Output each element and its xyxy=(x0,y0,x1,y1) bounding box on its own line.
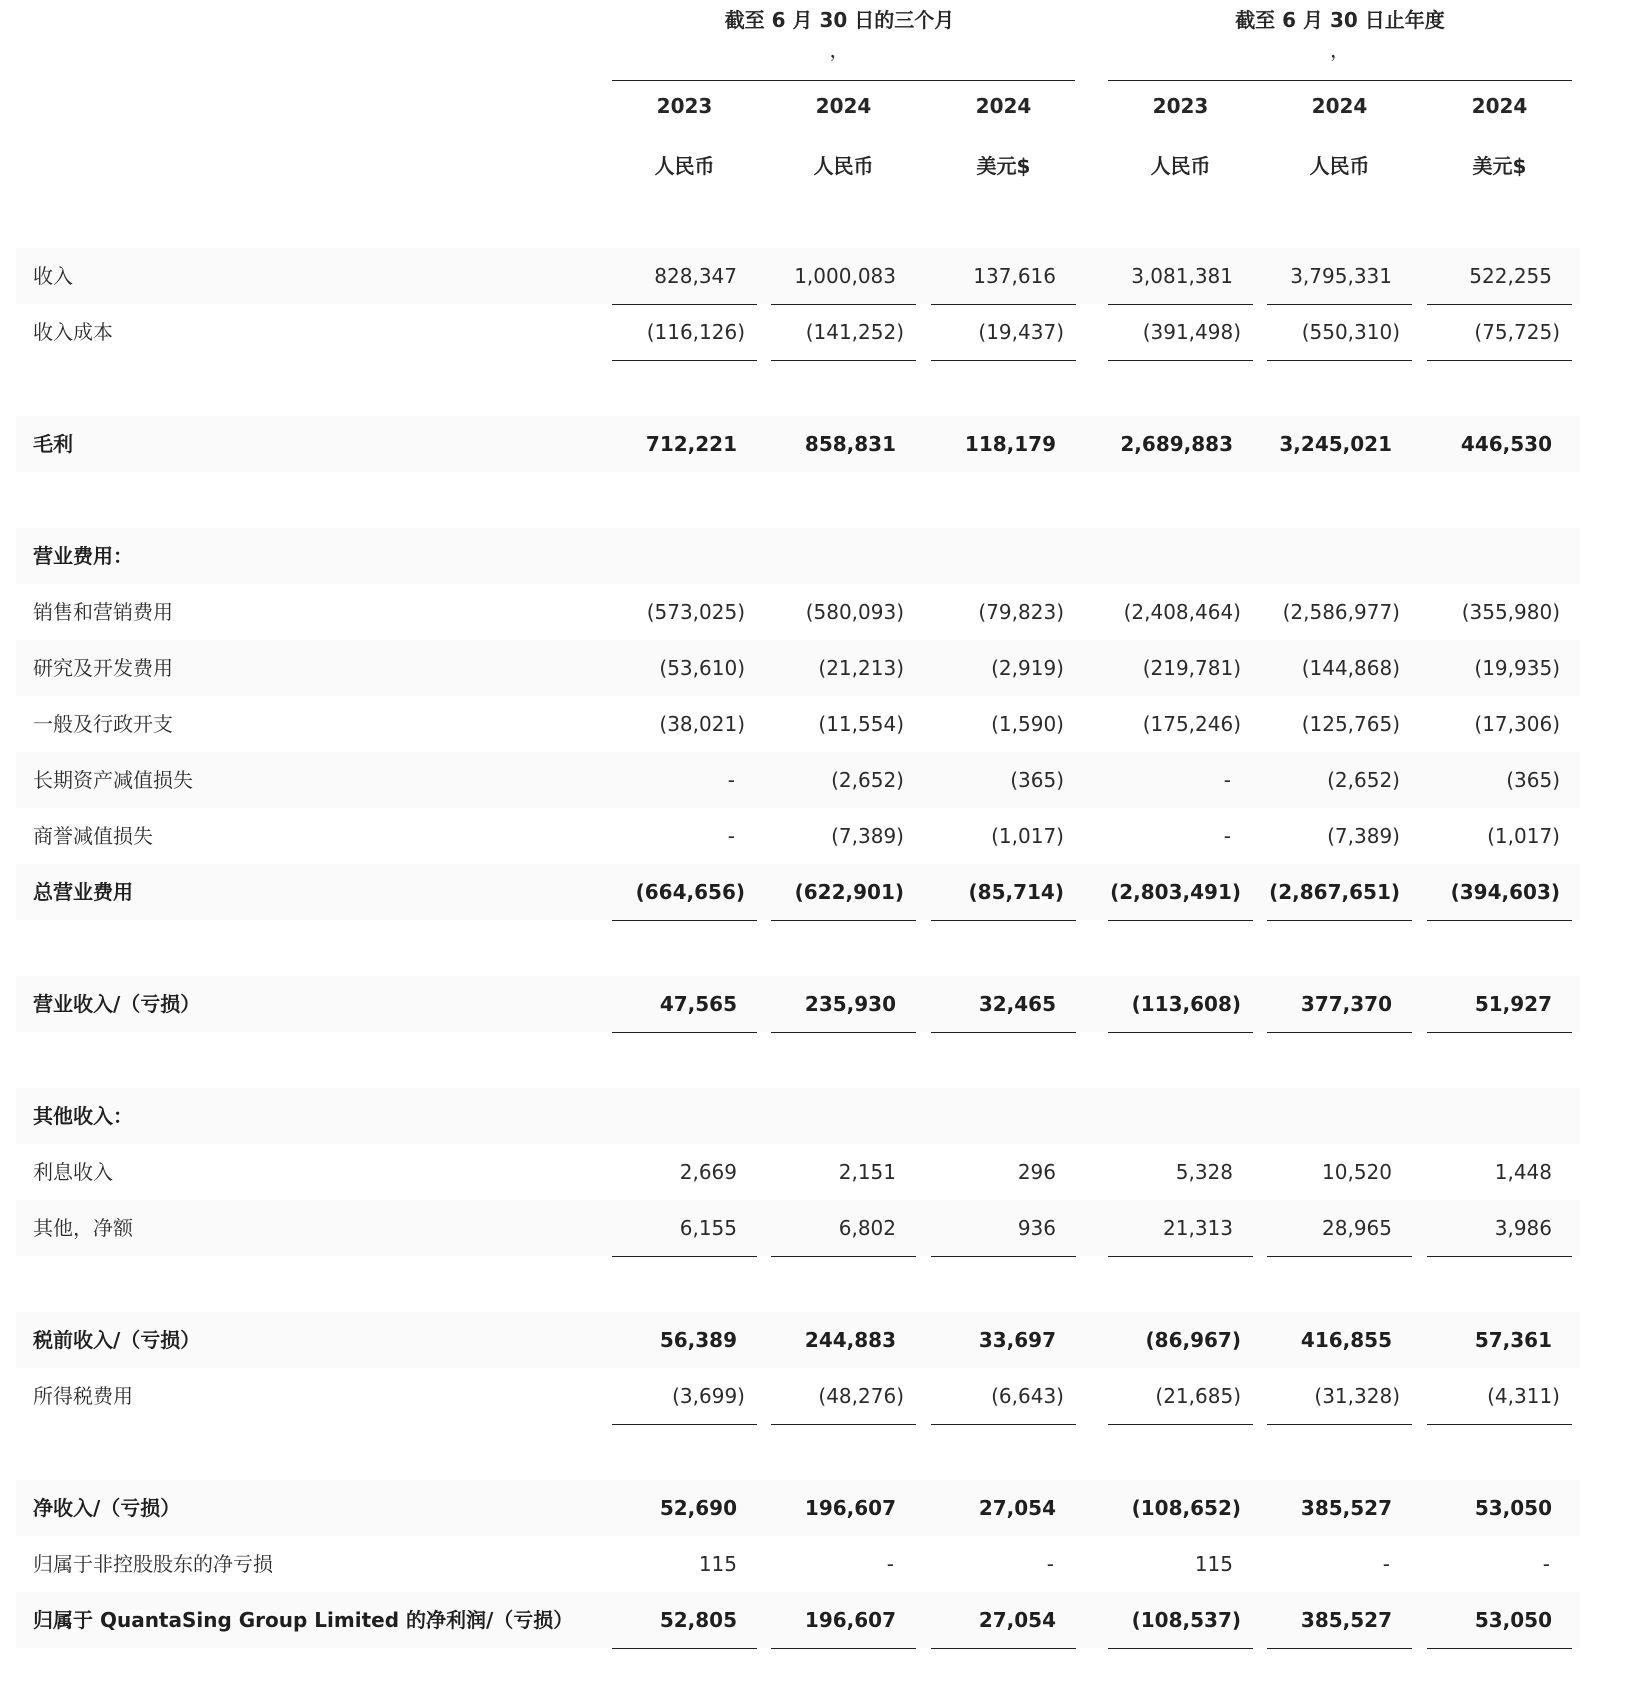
row-label: 利息收入 xyxy=(33,1160,113,1184)
cell-value: 27,054 xyxy=(978,1496,1056,1520)
cell-value: 51,927 xyxy=(1474,992,1552,1016)
table-row xyxy=(16,1368,1580,1424)
cell-value: 118,179 xyxy=(964,432,1056,456)
underline-rule xyxy=(1427,1648,1572,1649)
cell-value xyxy=(771,1088,916,1144)
cell-value: (113,608) xyxy=(1131,992,1241,1016)
underline-rule xyxy=(1267,1648,1412,1649)
column-year-3: 2024 xyxy=(975,94,1032,118)
cell-value: (108,652) xyxy=(1131,1496,1241,1520)
cell-value: 6,155 xyxy=(679,1216,737,1240)
cell-value xyxy=(931,1088,1076,1144)
cell-value: (355,980) xyxy=(1461,600,1560,624)
table-row xyxy=(16,696,1580,752)
cell-value: - xyxy=(727,768,735,792)
table-row xyxy=(16,416,1580,472)
underline-rule xyxy=(771,1256,916,1257)
underline-rule xyxy=(1267,1032,1412,1033)
group-header-three-months xyxy=(612,0,1067,60)
cell-value: (48,276) xyxy=(818,1384,904,1408)
cell-value: 235,930 xyxy=(804,992,896,1016)
cell-value: (2,919) xyxy=(991,656,1064,680)
cell-value: 244,883 xyxy=(804,1328,896,1352)
cell-value: - xyxy=(1223,768,1231,792)
cell-value: 52,690 xyxy=(659,1496,737,1520)
cell-value: 196,607 xyxy=(804,1608,896,1632)
cell-value: 858,831 xyxy=(804,432,896,456)
underline-rule xyxy=(612,360,757,361)
table-row xyxy=(16,528,1580,584)
row-label: 所得税费用 xyxy=(33,1384,133,1408)
cell-value: 5,328 xyxy=(1175,1160,1233,1184)
row-label: 营业费用： xyxy=(33,544,133,568)
cell-value: (550,310) xyxy=(1301,320,1400,344)
cell-value: (7,389) xyxy=(831,824,904,848)
cell-value: 27,054 xyxy=(978,1608,1056,1632)
table-row xyxy=(16,1144,1580,1200)
column-year-1: 2023 xyxy=(656,94,713,118)
cell-value: 2,689,883 xyxy=(1120,432,1233,456)
underline-rule xyxy=(771,360,916,361)
cell-value xyxy=(1267,528,1412,584)
underline-rule xyxy=(1427,360,1572,361)
cell-value: 3,081,381 xyxy=(1131,264,1233,288)
underline-rule xyxy=(771,1032,916,1033)
cell-value: 385,527 xyxy=(1300,1608,1392,1632)
underline-rule xyxy=(612,1256,757,1257)
row-label: 总营业费用 xyxy=(33,880,133,904)
underline-rule xyxy=(612,1648,757,1649)
cell-value: (175,246) xyxy=(1142,712,1241,736)
column-currency-2: 人民币 xyxy=(813,154,874,178)
cell-value: (1,017) xyxy=(991,824,1064,848)
underline-rule xyxy=(1108,1032,1253,1033)
table-row xyxy=(16,248,1580,304)
underline-rule xyxy=(1267,360,1412,361)
cell-value: 3,986 xyxy=(1494,1216,1552,1240)
cell-value: 6,802 xyxy=(838,1216,896,1240)
cell-value: (664,656) xyxy=(635,880,745,904)
cell-value: (21,213) xyxy=(818,656,904,680)
group-header-fiscal-year-text: 截至 6 月 30 日止年度 xyxy=(1235,8,1445,32)
cell-value: 712,221 xyxy=(645,432,737,456)
underline-rule xyxy=(931,360,1076,361)
cell-value: - xyxy=(886,1552,894,1576)
row-label: 其他，净额 xyxy=(33,1216,133,1240)
underline-rule xyxy=(1108,1648,1253,1649)
cell-value: 828,347 xyxy=(654,264,737,288)
underline-rule xyxy=(612,1424,757,1425)
cell-value: 53,050 xyxy=(1474,1608,1552,1632)
cell-value: (2,652) xyxy=(831,768,904,792)
column-currency-1: 人民币 xyxy=(654,154,715,178)
row-label: 其他收入： xyxy=(33,1104,133,1128)
column-year-5: 2024 xyxy=(1311,94,1368,118)
table-row xyxy=(16,304,1580,360)
cell-value: (116,126) xyxy=(646,320,745,344)
cell-value: (21,685) xyxy=(1155,1384,1241,1408)
cell-value: 10,520 xyxy=(1322,1160,1392,1184)
cell-value: (11,554) xyxy=(818,712,904,736)
cell-value: (365) xyxy=(1010,768,1064,792)
cell-value: (580,093) xyxy=(805,600,904,624)
cell-value: 3,245,021 xyxy=(1279,432,1392,456)
cell-value: (19,935) xyxy=(1474,656,1560,680)
cell-value: 1,000,083 xyxy=(794,264,896,288)
cell-value: (219,781) xyxy=(1142,656,1241,680)
cell-value: 115 xyxy=(1194,1552,1233,1576)
cell-value: - xyxy=(1046,1552,1054,1576)
row-label: 毛利 xyxy=(33,432,73,456)
cell-value: (4,311) xyxy=(1487,1384,1560,1408)
underline-rule xyxy=(931,1256,1076,1257)
cell-value: 3,795,331 xyxy=(1290,264,1392,288)
cell-value: 47,565 xyxy=(659,992,737,1016)
group-header-three-months-comma: ， xyxy=(829,38,850,62)
table-row xyxy=(16,864,1580,920)
column-currency-3: 美元$ xyxy=(976,154,1031,178)
column-currency-4: 人民币 xyxy=(1150,154,1211,178)
table-row xyxy=(16,1312,1580,1368)
column-currency-5: 人民币 xyxy=(1309,154,1370,178)
cell-value: 377,370 xyxy=(1300,992,1392,1016)
cell-value: (19,437) xyxy=(978,320,1064,344)
cell-value: (85,714) xyxy=(968,880,1064,904)
row-label: 收入成本 xyxy=(33,320,113,344)
cell-value xyxy=(1427,1088,1572,1144)
cell-value: (6,643) xyxy=(991,1384,1064,1408)
underline-rule xyxy=(1267,1424,1412,1425)
cell-value: (2,803,491) xyxy=(1110,880,1241,904)
cell-value: 416,855 xyxy=(1300,1328,1392,1352)
row-label: 收入 xyxy=(33,264,73,288)
cell-value: (17,306) xyxy=(1474,712,1560,736)
column-currency-6: 美元$ xyxy=(1472,154,1527,178)
cell-value: 137,616 xyxy=(973,264,1056,288)
underline-rule xyxy=(1108,920,1253,921)
cell-value: (141,252) xyxy=(805,320,904,344)
table-row xyxy=(16,640,1580,696)
cell-value: (2,408,464) xyxy=(1123,600,1241,624)
group-header-fiscal-year-comma: ， xyxy=(1330,38,1350,62)
row-label: 归属于 QuantaSing Group Limited 的净利润/（亏损） xyxy=(33,1608,574,1632)
group-header-fiscal-year xyxy=(1108,0,1572,60)
cell-value xyxy=(931,528,1076,584)
cell-value: (2,652) xyxy=(1327,768,1400,792)
cell-value: (86,967) xyxy=(1145,1328,1241,1352)
table-row xyxy=(16,1592,1580,1648)
cell-value: 522,255 xyxy=(1469,264,1552,288)
cell-value: 2,669 xyxy=(679,1160,737,1184)
underline-rule xyxy=(931,1032,1076,1033)
row-label: 长期资产减值损失 xyxy=(33,768,193,792)
group-header-three-months-rule xyxy=(612,80,1075,81)
cell-value xyxy=(1108,528,1253,584)
cell-value: (622,901) xyxy=(794,880,904,904)
cell-value xyxy=(612,1088,757,1144)
cell-value: 115 xyxy=(698,1552,737,1576)
cell-value xyxy=(1267,1088,1412,1144)
underline-rule xyxy=(931,920,1076,921)
cell-value: 936 xyxy=(1017,1216,1056,1240)
underline-rule xyxy=(771,1424,916,1425)
row-label: 研究及开发费用 xyxy=(33,656,173,680)
cell-value: (2,586,977) xyxy=(1282,600,1400,624)
cell-value: (144,868) xyxy=(1301,656,1400,680)
row-label: 销售和营销费用 xyxy=(33,600,173,624)
cell-value: 56,389 xyxy=(659,1328,737,1352)
underline-rule xyxy=(931,1424,1076,1425)
cell-value xyxy=(1108,1088,1253,1144)
underline-rule xyxy=(1427,1032,1572,1033)
cell-value: (391,498) xyxy=(1142,320,1241,344)
underline-rule xyxy=(1108,1424,1253,1425)
underline-rule xyxy=(931,1648,1076,1649)
cell-value: 1,448 xyxy=(1494,1160,1552,1184)
cell-value xyxy=(612,528,757,584)
cell-value: (31,328) xyxy=(1314,1384,1400,1408)
cell-value: (125,765) xyxy=(1301,712,1400,736)
cell-value: 21,313 xyxy=(1163,1216,1233,1240)
cell-value: 385,527 xyxy=(1300,1496,1392,1520)
row-label: 税前收入/（亏损） xyxy=(33,1328,201,1352)
underline-rule xyxy=(612,920,757,921)
table-row xyxy=(16,1536,1580,1592)
cell-value: 52,805 xyxy=(659,1608,737,1632)
row-label: 归属于非控股股东的净亏损 xyxy=(33,1552,273,1576)
underline-rule xyxy=(1267,1256,1412,1257)
cell-value: (1,017) xyxy=(1487,824,1560,848)
row-label: 一般及行政开支 xyxy=(33,712,173,736)
cell-value: 28,965 xyxy=(1322,1216,1392,1240)
cell-value: (38,021) xyxy=(659,712,745,736)
table-row xyxy=(16,584,1580,640)
cell-value: 296 xyxy=(1017,1160,1056,1184)
underline-rule xyxy=(1267,920,1412,921)
cell-value: (75,725) xyxy=(1474,320,1560,344)
underline-rule xyxy=(1427,1256,1572,1257)
cell-value: 33,697 xyxy=(978,1328,1056,1352)
table-row xyxy=(16,976,1580,1032)
underline-rule xyxy=(1427,1424,1572,1425)
underline-rule xyxy=(1108,360,1253,361)
cell-value: (2,867,651) xyxy=(1269,880,1400,904)
group-header-fiscal-year-rule xyxy=(1108,80,1572,81)
table-row xyxy=(16,808,1580,864)
underline-rule xyxy=(1427,920,1572,921)
cell-value: - xyxy=(727,824,735,848)
underline-rule xyxy=(1108,1256,1253,1257)
cell-value: (108,537) xyxy=(1131,1608,1241,1632)
cell-value: (365) xyxy=(1506,768,1560,792)
cell-value: (7,389) xyxy=(1327,824,1400,848)
cell-value: 57,361 xyxy=(1474,1328,1552,1352)
table-row xyxy=(16,1200,1580,1256)
cell-value: (53,610) xyxy=(659,656,745,680)
cell-value xyxy=(1427,528,1572,584)
cell-value: (3,699) xyxy=(672,1384,745,1408)
cell-value: 32,465 xyxy=(978,992,1056,1016)
row-label: 商誉减值损失 xyxy=(33,824,153,848)
cell-value xyxy=(771,528,916,584)
underline-rule xyxy=(612,1032,757,1033)
column-year-2: 2024 xyxy=(815,94,872,118)
cell-value: - xyxy=(1382,1552,1390,1576)
row-label: 净收入/（亏损） xyxy=(33,1496,181,1520)
cell-value: (394,603) xyxy=(1450,880,1560,904)
cell-value: (1,590) xyxy=(991,712,1064,736)
cell-value: 2,151 xyxy=(838,1160,896,1184)
cell-value: 53,050 xyxy=(1474,1496,1552,1520)
column-year-4: 2023 xyxy=(1152,94,1209,118)
row-label: 营业收入/（亏损） xyxy=(33,992,201,1016)
underline-rule xyxy=(771,920,916,921)
table-row xyxy=(16,752,1580,808)
cell-value: (79,823) xyxy=(978,600,1064,624)
cell-value: - xyxy=(1542,1552,1550,1576)
cell-value: 196,607 xyxy=(804,1496,896,1520)
table-row xyxy=(16,1088,1580,1144)
column-year-6: 2024 xyxy=(1471,94,1528,118)
group-header-three-months-text: 截至 6 月 30 日的三个月 xyxy=(724,8,955,32)
cell-value: - xyxy=(1223,824,1231,848)
cell-value: (573,025) xyxy=(646,600,745,624)
underline-rule xyxy=(771,1648,916,1649)
cell-value: 446,530 xyxy=(1460,432,1552,456)
table-row xyxy=(16,1480,1580,1536)
